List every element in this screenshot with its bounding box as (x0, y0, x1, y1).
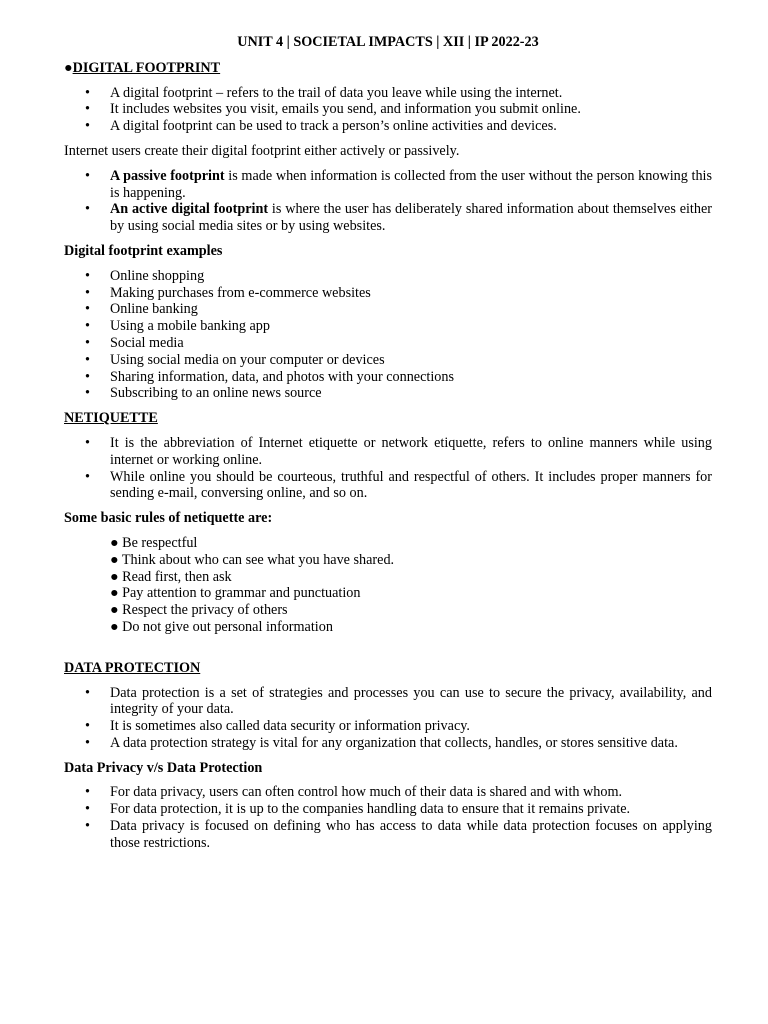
list-item: ● Do not give out personal information (110, 618, 333, 635)
list-item-text: A digital footprint – refers to the trail of data you leave while using the internet. (110, 84, 563, 101)
bullet-glyph: • (85, 351, 90, 368)
footprint-intro: Internet users create their digital footprint either actively or passively. (64, 142, 460, 159)
bullet-glyph: • (85, 801, 90, 818)
bullet-glyph: • (85, 718, 90, 735)
bullet-glyph: • (85, 368, 90, 385)
list-item-text: For data privacy, users can often control how much of their data is shared and with whom. (110, 784, 623, 801)
section-heading-data-protection: DATA PROTECTION (64, 659, 201, 676)
list-item: ● Be respectful (110, 534, 198, 551)
list-item (64, 735, 712, 752)
list-item (64, 385, 712, 402)
list-item (64, 435, 712, 469)
list-item-text: It includes websites you visit, emails you send, and information you submit online. (110, 101, 581, 118)
list-item (64, 285, 712, 302)
bullet-glyph: • (85, 318, 90, 335)
examples-heading: Digital footprint examples (64, 242, 223, 259)
term-active-footprint: An active digital footprint (110, 201, 269, 218)
list-item-text: Subscribing to an online news source (110, 385, 322, 402)
list-item (64, 168, 712, 202)
section-heading-digital-footprint (64, 60, 712, 77)
bullet-glyph: • (85, 84, 90, 101)
bullet-glyph: • (85, 734, 90, 751)
bullet-glyph: • (85, 434, 90, 451)
bullet-glyph: • (85, 334, 90, 351)
bullet-glyph: • (85, 385, 90, 402)
list-item-text: Online banking (110, 301, 198, 318)
examples-list (64, 268, 712, 402)
bullet-glyph: • (85, 201, 90, 218)
list-item (64, 718, 712, 735)
list-item: ● Read first, then ask (110, 568, 232, 585)
digital-footprint-bullets (64, 85, 712, 135)
bullet-glyph: • (85, 101, 90, 118)
netiquette-rules-list (64, 535, 712, 636)
list-item-text: Data protection is a set of strategies and processes you can use to secure the privacy, availability, and integrity of your data. (110, 684, 712, 718)
data-privacy-bullets (64, 784, 712, 851)
data-privacy-heading: Data Privacy v/s Data Protection (64, 759, 263, 776)
list-item (64, 818, 712, 852)
list-item-text: Sharing information, data, and photos with your connections (110, 368, 454, 385)
footprint-types (64, 168, 712, 235)
heading-bullet-glyph: ● (64, 59, 73, 76)
term-passive-footprint: A passive footprint (110, 167, 225, 184)
bullet-glyph: • (85, 301, 90, 318)
list-item (64, 101, 712, 118)
list-item (64, 335, 712, 352)
list-item-text: It is the abbreviation of Internet etiquette or network etiquette, refers to online manners while using internet or working online. (110, 434, 712, 468)
list-item (64, 318, 712, 335)
bullet-glyph: • (85, 118, 90, 135)
list-item (64, 784, 712, 801)
term-description: is where the user has deliberately shared information about themselves either by using social media sites or by using websites. (110, 201, 712, 235)
netiquette-rules-heading: Some basic rules of netiquette are: (64, 510, 273, 527)
list-item-text: Using social media on your computer or devices (110, 351, 385, 368)
bullet-glyph: • (85, 684, 90, 701)
list-item (64, 85, 712, 102)
list-item (64, 201, 712, 235)
list-item (64, 268, 712, 285)
list-item: ● Think about who can see what you have shared. (110, 551, 395, 568)
bullet-glyph: • (85, 284, 90, 301)
list-item-text: Online shopping (110, 267, 205, 284)
list-item (64, 301, 712, 318)
list-item-text: It is sometimes also called data security or information privacy. (110, 718, 470, 735)
data-protection-bullets (64, 685, 712, 752)
list-item (64, 801, 712, 818)
list-item-text: Social media (110, 334, 184, 351)
list-item (64, 469, 712, 503)
netiquette-bullets (64, 435, 712, 502)
list-item (64, 685, 712, 719)
list-item-text: Making purchases from e-commerce websites (110, 284, 371, 301)
list-item: ● Respect the privacy of others (110, 602, 288, 619)
list-item (64, 352, 712, 369)
section-heading-netiquette: NETIQUETTE (64, 410, 158, 427)
bullet-glyph: • (85, 267, 90, 284)
bullet-glyph: • (85, 468, 90, 485)
bullet-glyph: • (85, 784, 90, 801)
list-item-text: Data privacy is focused on defining who has access to data while data protection focuses on applying those restrictions. (110, 818, 712, 851)
term-description: is made when information is collected from the user without the person knowing this is happening. (110, 167, 713, 201)
list-item-text: Using a mobile banking app (110, 318, 270, 335)
bullet-glyph: • (85, 167, 90, 184)
heading-text: DIGITAL FOOTPRINT (72, 59, 221, 76)
list-item-text: A digital footprint can be used to track a person’s online activities and devices. (110, 118, 557, 135)
list-item-text: While online you should be courteous, truthful and respectful of others. It includes proper manners for sending e-mail, conversing online, and so on. (110, 468, 712, 502)
list-item-text: For data protection, it is up to the companies handling data to ensure that it remains private. (110, 801, 631, 818)
page-title: UNIT 4 | SOCIETAL IMPACTS | XII | IP 2022-23 (237, 34, 539, 50)
list-item (64, 118, 712, 135)
list-item-text: A data protection strategy is vital for any organization that collects, handles, or stores sensitive data. (110, 734, 678, 751)
bullet-glyph: • (85, 818, 90, 835)
list-item: ● Pay attention to grammar and punctuation (110, 585, 361, 602)
list-item (64, 369, 712, 386)
